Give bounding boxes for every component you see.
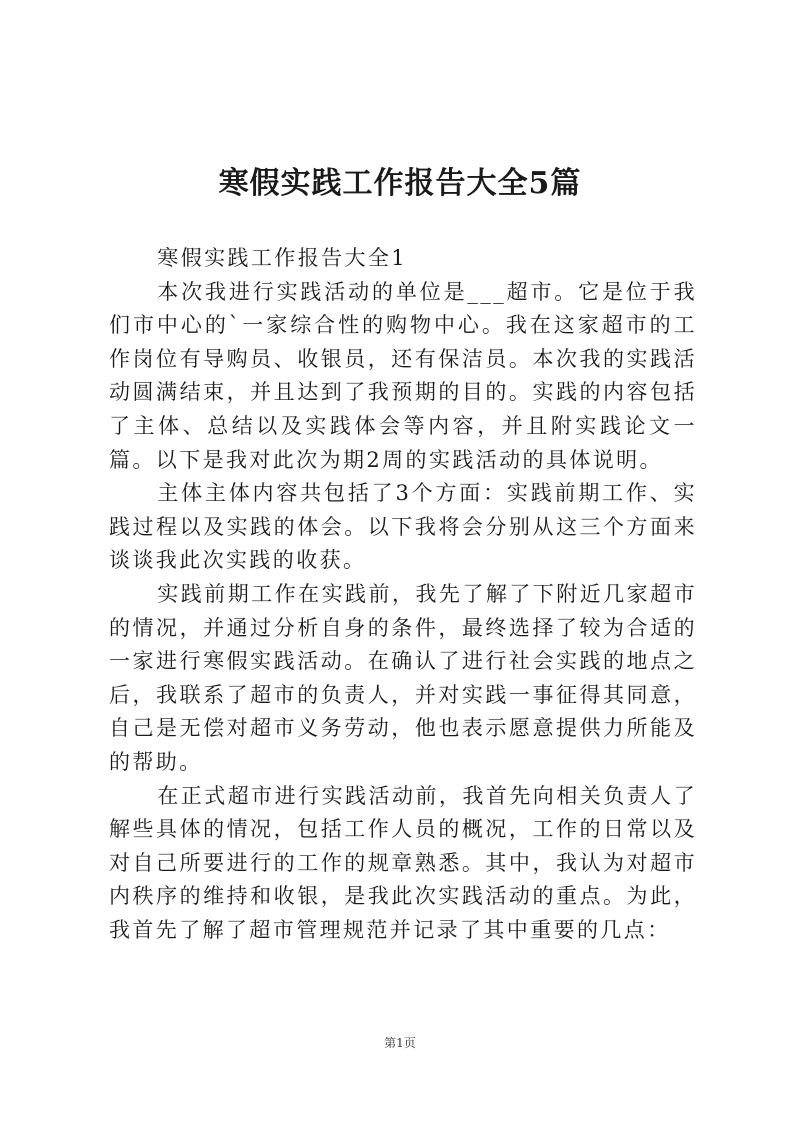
paragraph: 本次我进行实践活动的单位是___超市。它是位于我们市中心的`一家综合性的购物中心。我在这家超市的工作岗位有导购员、收银员，还有保洁员。本次我的实践活动圆满结束，并且达到了我预期的目的。实践的内容包括了主体、总结以及实践体会等内容，并且附实践论文一篇。以下是我对此次为期2周的实践活动的具体说明。 — [109, 279, 697, 472]
document-body — [109, 242, 697, 947]
document-title: 寒假实践工作报告大全5篇 — [218, 166, 582, 201]
section-heading: 寒假实践工作报告大全1 — [157, 246, 408, 270]
paragraph: 主体主体内容共包括了3个方面：实践前期工作、实践过程以及实践的体会。以下我将会分别从这三个方面来谈谈我此次实践的收获。 — [109, 481, 697, 573]
page-number: 第1页 — [384, 1036, 416, 1050]
paragraph: 实践前期工作在实践前，我先了解了下附近几家超市的情况，并通过分析自身的条件，最终选择了较为合适的一家进行寒假实践活动。在确认了进行社会实践的地点之后，我联系了超市的负责人，并对实践一事征得其同意，自己是无偿对超市义务劳动，他也表示愿意提供力所能及的帮助。 — [109, 581, 697, 774]
paragraph: 在正式超市进行实践活动前，我首先向相关负责人了解些具体的情况，包括工作人员的概况，工作的日常以及对自己所要进行的工作的规章熟悉。其中，我认为对超市内秩序的维持和收银，是我此次实践活动的重点。为此，我首先了解了超市管理规范并记录了其中重要的几点： — [109, 783, 697, 942]
